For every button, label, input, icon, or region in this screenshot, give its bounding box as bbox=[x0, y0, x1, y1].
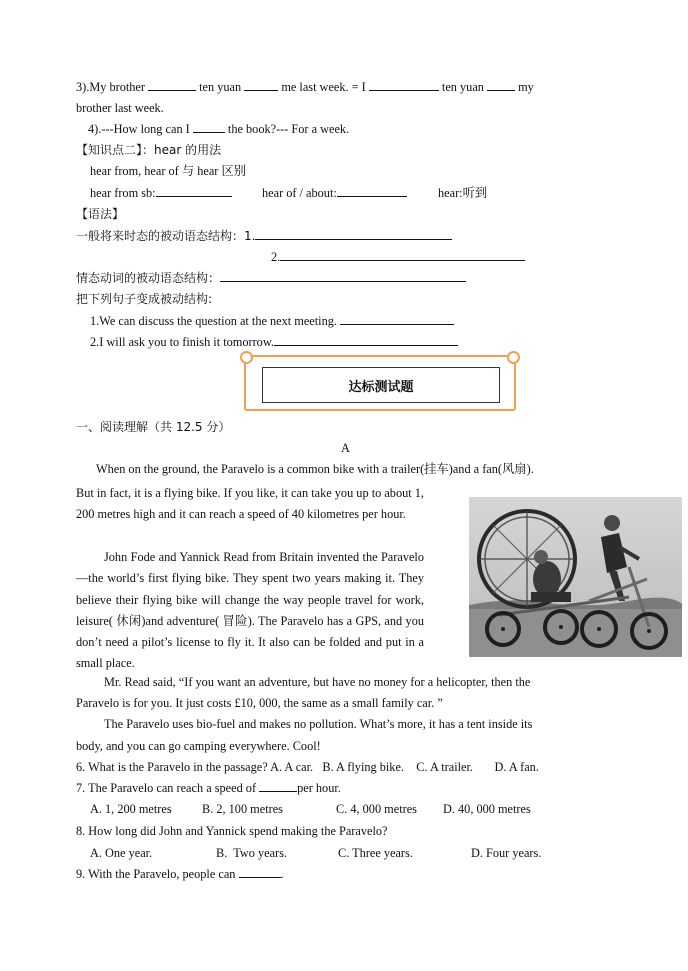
blank[interactable] bbox=[369, 79, 439, 91]
future-passive-line2: 2. bbox=[271, 249, 525, 265]
question-8-option-b[interactable]: B. Two years. bbox=[216, 846, 287, 860]
paragraph-4-line2: body, and you can go camping everywhere. Cool! bbox=[76, 739, 321, 753]
modal-passive-line: 情态动词的被动语态结构： bbox=[76, 270, 466, 286]
hear-from-line: hear from sb: bbox=[90, 185, 232, 201]
blank[interactable] bbox=[274, 334, 458, 346]
knowledge-point-title: 【知识点二】：hear 的用法 bbox=[76, 143, 222, 157]
sentence-1: 1.We can discuss the question at the next meeting. bbox=[90, 313, 454, 329]
paragraph-3-line1: Mr. Read said, “If you want an adventure, but have no money for a helicopter, then the bbox=[104, 675, 531, 689]
paragraph-1-line1: When on the ground, the Paravelo is a common bike with a trailer(挂车)and a fan(风扇). bbox=[96, 462, 534, 476]
convert-instruction: 把下列句子变成被动结构: bbox=[76, 292, 213, 306]
section-banner bbox=[244, 355, 516, 411]
blank[interactable] bbox=[487, 79, 515, 91]
hear-line: hear:听到 bbox=[438, 186, 488, 200]
question-7-option-c[interactable]: C. 4, 000 metres bbox=[336, 802, 417, 816]
banner-title: 达标测试题 bbox=[262, 367, 500, 403]
paragraph-1-rest: But in fact, it is a flying bike. If you like, it can take you up to about 1, 200 metres high and it can reach a speed of 40 kilometres per hour. bbox=[76, 486, 424, 522]
question-8-option-d[interactable]: D. Four years. bbox=[471, 846, 542, 860]
question-4: 4).---How long can I the book?--- For a week. bbox=[88, 122, 350, 136]
paravelo-photo bbox=[469, 497, 682, 657]
blank[interactable] bbox=[255, 228, 452, 240]
question-8-option-a[interactable]: A. One year. bbox=[90, 846, 153, 860]
question-9: 9. With the Paravelo, people can . bbox=[76, 867, 284, 881]
hear-of-line: hear of / about: bbox=[262, 185, 407, 201]
future-passive-line: 一般将来时态的被动语态结构：1. bbox=[76, 228, 452, 244]
blank[interactable] bbox=[193, 121, 225, 133]
blank[interactable] bbox=[148, 79, 196, 91]
blank[interactable] bbox=[340, 313, 454, 325]
blank[interactable] bbox=[280, 249, 525, 261]
question-7-option-b[interactable]: B. 2, 100 metres bbox=[202, 802, 283, 816]
passage-label: A bbox=[341, 441, 350, 455]
question-8-option-c[interactable]: C. Three years. bbox=[338, 846, 413, 860]
blank[interactable] bbox=[156, 185, 232, 197]
question-3-line1: 3).My brother ten yuan me last week. = I ten yuan my bbox=[76, 80, 534, 94]
blank[interactable] bbox=[337, 185, 407, 197]
grammar-title: 【语法】 bbox=[76, 207, 125, 221]
blank[interactable] bbox=[259, 780, 297, 792]
scroll-ornament-icon bbox=[240, 351, 253, 364]
question-6: 6. What is the Paravelo in the passage? A. A car. B. A flying bike. C. A trailer. D. A fan. bbox=[76, 760, 539, 774]
question-7-option-d[interactable]: D. 40, 000 metres bbox=[443, 802, 531, 816]
paragraph-4-line1: The Paravelo uses bio-fuel and makes no pollution. What’s more, it has a tent inside its bbox=[104, 717, 533, 731]
question-3-line2: brother last week. bbox=[76, 101, 164, 115]
paragraph-2: John Fode and Yannick Read from Britain invented the Paravelo—the world’s first flying bike. They spent two years making it. They believe their flying bike will change the way people travel for work, leisure( 休闲)and adventure( 冒险). The Paravelo has a GPS, and you don’t need a pilot’s license to fly it. It also can be folded and put in a small place. bbox=[76, 550, 424, 671]
blank[interactable] bbox=[239, 866, 281, 878]
sentence-2: 2.I will ask you to finish it tomorrow. bbox=[90, 334, 458, 350]
question-7-option-a[interactable]: A. 1, 200 metres bbox=[90, 802, 172, 816]
knowledge-point-line1: hear from, hear of 与 hear 区别 bbox=[90, 164, 247, 178]
blank[interactable] bbox=[220, 270, 466, 282]
question-8: 8. How long did John and Yannick spend making the Paravelo? bbox=[76, 824, 388, 838]
scroll-ornament-icon bbox=[507, 351, 520, 364]
blank[interactable] bbox=[244, 79, 278, 91]
section-title: 一、阅读理解（共 12.5 分） bbox=[76, 420, 231, 434]
paragraph-3-line2: Paravelo is for you. It just costs £10, 000, the same as a small family car. ” bbox=[76, 696, 443, 710]
question-7: 7. The Paravelo can reach a speed of per hour. bbox=[76, 781, 341, 795]
